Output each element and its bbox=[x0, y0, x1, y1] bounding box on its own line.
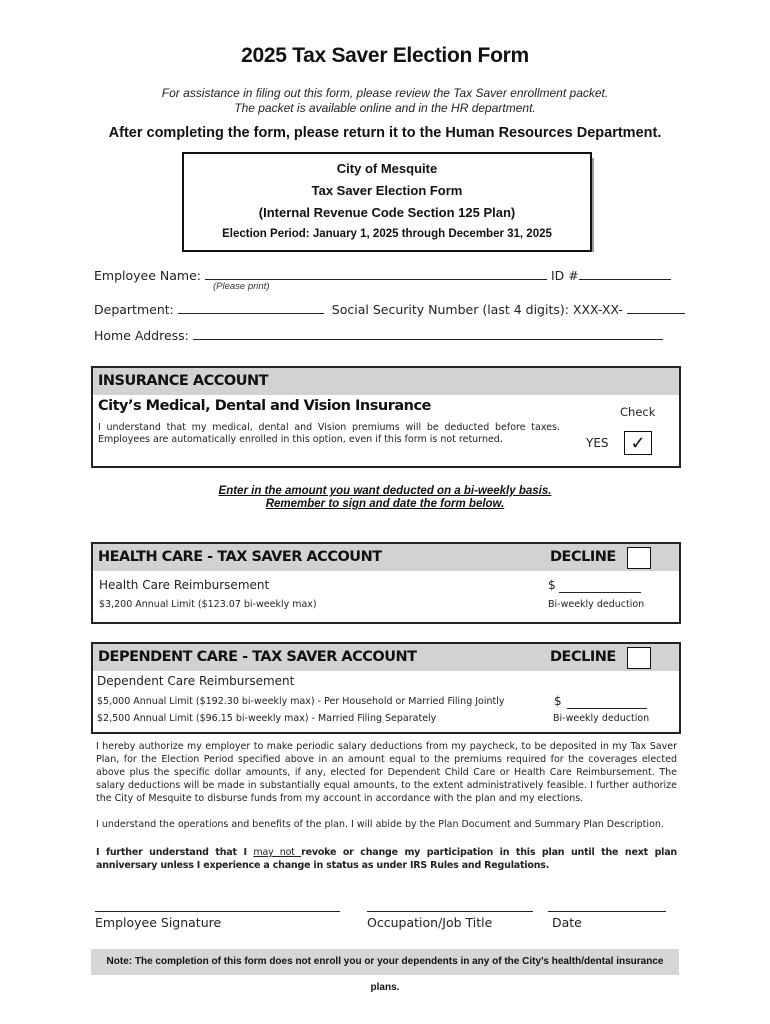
occupation-label: Occupation/Job Title bbox=[367, 915, 493, 930]
form-title: 2025 Tax Saver Election Form bbox=[241, 44, 529, 67]
health-biweekly-label: Bi-weekly deduction bbox=[548, 599, 645, 610]
id-field[interactable] bbox=[579, 267, 671, 280]
insurance-subheader: City’s Medical, Dental and Vision Insurance bbox=[98, 398, 431, 414]
form-name: Tax Saver Election Form bbox=[311, 183, 463, 198]
authorization-paragraph: I hereby authorize my employer to make periodic salary deductions from my paycheck, to be deposited in my Tax Saver Plan, for the Election Period specified above in an amount equal to the premiums required for the coverages elected above plus the specific dollar amounts, if any, elected for Dependent Child Care or Health Care Reimbursement. The salary deductions will be made in substantially equal amounts, to the extent administratively feasible. I further authorize the City of Mesquite to disburse funds from my account in accordance with the plan and my elections. bbox=[96, 741, 677, 804]
instruction-line-1: Enter in the amount you want deducted on a bi-weekly basis. bbox=[218, 485, 552, 497]
election-period: Election Period: January 1, 2025 through December 31, 2025 bbox=[222, 228, 552, 240]
dependent-header: DEPENDENT CARE - TAX SAVER ACCOUNT bbox=[98, 649, 417, 665]
occupation-line[interactable] bbox=[367, 911, 533, 912]
department-label: Department: bbox=[94, 302, 174, 317]
yes-label: YES bbox=[586, 436, 609, 450]
home-address-field[interactable] bbox=[193, 327, 663, 340]
instruction-line-2: Remember to sign and date the form below. bbox=[265, 498, 505, 510]
dependent-item-label: Dependent Care Reimbursement bbox=[97, 674, 295, 688]
dependent-care-section bbox=[91, 642, 681, 734]
check-mark-icon: ✓ bbox=[630, 433, 646, 453]
date-label: Date bbox=[552, 915, 582, 930]
assistance-note bbox=[0, 86, 770, 116]
plan-name: (Internal Revenue Code Section 125 Plan) bbox=[258, 205, 516, 220]
check-label: Check bbox=[620, 405, 656, 419]
understand-paragraph: I understand the operations and benefits of the plan. I will abide by the Plan Document and Summary Plan Description. bbox=[96, 819, 664, 830]
return-instruction: After completing the form, please return it to the Human Resources Department. bbox=[108, 125, 662, 141]
department-field[interactable] bbox=[178, 301, 324, 314]
further-understand-paragraph bbox=[96, 846, 677, 872]
health-item-label: Health Care Reimbursement bbox=[99, 578, 270, 592]
employee-name-label: Employee Name: bbox=[94, 268, 201, 283]
further-pre: I further understand that I bbox=[96, 847, 254, 858]
ssn-field[interactable] bbox=[627, 301, 685, 314]
city-name: City of Mesquite bbox=[336, 161, 438, 176]
ssn-label: Social Security Number (last 4 digits): XXX-XX- bbox=[331, 302, 623, 317]
assistance-line-2: The packet is available online and in the HR department. bbox=[234, 101, 536, 115]
date-line[interactable] bbox=[548, 911, 666, 912]
insurance-header: INSURANCE ACCOUNT bbox=[98, 373, 268, 389]
insurance-yes-checkbox[interactable] bbox=[624, 431, 652, 455]
health-header: HEALTH CARE - TAX SAVER ACCOUNT bbox=[98, 549, 382, 565]
employee-name-field[interactable] bbox=[205, 267, 547, 280]
department-row bbox=[94, 301, 685, 317]
health-header-bar bbox=[93, 544, 679, 571]
dependent-biweekly-label: Bi-weekly deduction bbox=[553, 713, 650, 724]
id-label: ID # bbox=[550, 268, 579, 283]
home-address-row bbox=[94, 327, 663, 343]
employee-signature-label: Employee Signature bbox=[95, 915, 222, 930]
insurance-account-section bbox=[91, 366, 681, 468]
dependent-header-bar bbox=[93, 644, 679, 671]
info-box bbox=[182, 152, 592, 252]
enrollment-note: Note: The completion of this form does not enroll you or your dependents in any of the City’s health/dental insurance plans. bbox=[91, 949, 679, 975]
dependent-decline-label: DECLINE bbox=[550, 649, 616, 665]
deduction-instruction bbox=[0, 485, 770, 511]
dependent-dollar-sign: $ bbox=[554, 694, 562, 708]
insurance-text: I understand that my medical, dental and Vision premiums will be deducted before taxes. Employees are automatically enrolled in this option, even if this form is not returned. bbox=[98, 422, 560, 445]
employee-name-row bbox=[94, 267, 671, 283]
dependent-amount-field[interactable] bbox=[567, 696, 647, 709]
please-print-hint: (Please print) bbox=[213, 281, 270, 292]
further-post: revoke or change my participation in this plan until the next plan anniversary unless I experience a change in status as under IRS Rules and Regulations. bbox=[96, 847, 677, 871]
home-address-label: Home Address: bbox=[94, 328, 189, 343]
health-dollar-sign: $ bbox=[548, 578, 556, 592]
assistance-line-1: For assistance in filing out this form, please review the Tax Saver enrollment packet. bbox=[161, 86, 609, 100]
may-not-emphasis: may not bbox=[253, 847, 302, 858]
insurance-header-bar bbox=[93, 368, 679, 395]
health-decline-label: DECLINE bbox=[550, 549, 616, 565]
dependent-limit-1: $5,000 Annual Limit ($192.30 bi-weekly max) - Per Household or Married Filing Jointly bbox=[97, 696, 505, 707]
health-limit: $3,200 Annual Limit ($123.07 bi-weekly max) bbox=[99, 599, 317, 610]
dependent-limit-2: $2,500 Annual Limit ($96.15 bi-weekly max) - Married Filing Separately bbox=[97, 713, 437, 724]
employee-signature-line[interactable] bbox=[95, 911, 340, 912]
health-amount-field[interactable] bbox=[559, 580, 641, 593]
dependent-decline-checkbox[interactable] bbox=[627, 647, 651, 669]
health-decline-checkbox[interactable] bbox=[627, 547, 651, 569]
health-care-section bbox=[91, 542, 681, 624]
